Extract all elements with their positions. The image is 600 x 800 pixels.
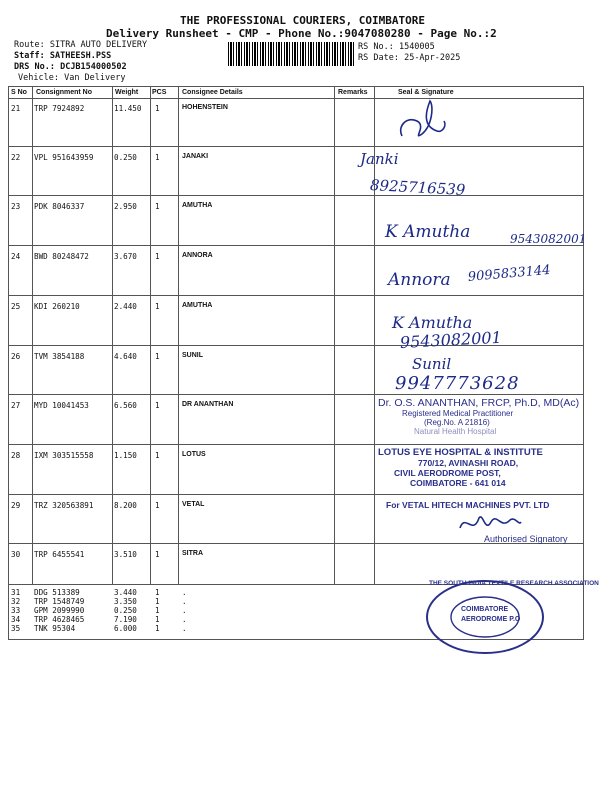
cell-consignee: JANAKI [182,153,209,160]
cell-consignee: LOTUS [182,451,206,458]
cell-weight: 3.440 [114,588,137,597]
cell-pcs: 1 [155,624,160,633]
cell-consignment: DDG 513389 [34,588,80,597]
cell-sno: 30 [11,550,21,559]
signature-row-21 [392,96,452,146]
cell-weight: 3.670 [114,252,137,261]
cell-sno: 25 [11,302,21,311]
cell-pcs: 1 [155,615,160,624]
cell-consignment: GPM 2099990 [34,606,85,615]
cell-consignment: KDI 260210 [34,302,80,311]
cell-pcs: 1 [155,501,160,510]
cell-pcs: 1 [155,302,160,311]
cell-weight: 2.950 [114,202,137,211]
cell-consignee: . [182,624,187,633]
cell-weight: 3.510 [114,550,137,559]
handwritten-janaki-phone: 8925716539 [369,176,466,199]
col-weight: Weight [115,89,139,96]
col-seal-signature: Seal & Signature [398,89,454,96]
cell-pcs: 1 [155,588,160,597]
col-sno: S No [11,89,27,96]
cell-sno: 22 [11,153,21,162]
col-consignee: Consignee Details [182,89,243,96]
lotus-stamp: LOTUS EYE HOSPITAL & INSTITUTE 770/12, AVINASHI ROAD, CIVIL AERODROME POST, COIMBATORE - 641 014 [378,447,543,488]
cell-weight: 6.000 [114,624,137,633]
doctor-stamp: Dr. O.S. ANANTHAN, FRCP, Ph.D, MD(Ac) Registered Medical Practitioner (Reg.No. A 21816) Natural Health Hospital [378,397,580,436]
col-remarks: Remarks [338,89,368,96]
cell-consignment: TRZ 320563891 [34,501,94,510]
cell-pcs: 1 [155,153,160,162]
cell-sno: 32 [11,597,21,606]
handwritten-amutha1-phone: 9543082001 [510,232,587,246]
vetal-stamp-line1: For VETAL HITECH MACHINES PVT. LTD [386,500,550,510]
cell-pcs: 1 [155,401,160,410]
cell-weight: 8.200 [114,501,137,510]
cell-consignee: DR ANANTHAN [182,401,234,408]
handwritten-amutha1-sign: K Amutha [385,222,471,242]
cell-sno: 24 [11,252,21,261]
cell-pcs: 1 [155,252,160,261]
cell-sno: 26 [11,352,21,361]
cell-consignment: VPL 951643959 [34,153,94,162]
vetal-stamp-line2: Authorised Signatory [484,534,568,544]
cell-weight: 6.560 [114,401,137,410]
cell-weight: 4.640 [114,352,137,361]
cell-consignee: ANNORA [182,252,213,259]
cell-pcs: 1 [155,451,160,460]
cell-consignment: TVM 3854188 [34,352,85,361]
handwritten-annora-phone: 9095833144 [467,262,552,285]
cell-consignment: PDK 8046337 [34,202,85,211]
cell-consignee: . [182,588,187,597]
col-pcs: PCS [152,89,167,96]
cell-weight: 1.150 [114,451,137,460]
cell-sno: 34 [11,615,21,624]
handwritten-janaki-name: Janki [360,150,399,168]
cell-sno: 33 [11,606,21,615]
handwritten-amutha2-phone: 9543082001 [399,327,503,352]
handwritten-sunil-sign: Sunil [412,355,452,373]
cell-consignee: AMUTHA [182,202,213,209]
cell-weight: 11.450 [114,104,142,113]
cell-pcs: 1 [155,104,160,113]
cell-pcs: 1 [155,550,160,559]
cell-consignee: . [182,597,187,606]
cell-weight: 3.350 [114,597,137,606]
vehicle-line: Vehicle: Van Delivery [18,73,126,83]
cell-sno: 29 [11,501,21,510]
cell-consignee: SITRA [182,550,203,557]
cell-weight: 2.440 [114,302,137,311]
cell-weight: 0.250 [114,606,137,615]
cell-consignment: IXM 303515558 [34,451,94,460]
cell-weight: 0.250 [114,153,137,162]
handwritten-sunil-phone: 9947773628 [395,373,520,394]
rs-date-line: RS Date: 25-Apr-2025 [358,53,461,63]
cell-consignee: AMUTHA [182,302,213,309]
cell-pcs: 1 [155,202,160,211]
staff-line: Staff: SATHEESH.PSS [14,51,112,61]
cell-consignment: BWD 80248472 [34,252,89,261]
cell-consignment: TRP 6455541 [34,550,85,559]
cell-consignment: TNK 95304 [34,624,76,633]
cell-sno: 28 [11,451,21,460]
runsheet-subtitle: Delivery Runsheet - CMP - Phone No.:9047080280 - Page No.:2 [106,27,497,40]
cell-sno: 21 [11,104,21,113]
rs-no-line: RS No.: 1540005 [358,42,435,52]
handwritten-annora-sign: Annora [388,270,451,290]
cell-sno: 23 [11,202,21,211]
company-title: THE PROFESSIONAL COURIERS, COIMBATORE [180,14,426,27]
barcode [228,42,354,66]
cell-sno: 35 [11,624,21,633]
col-consignment: Consignment No [36,89,92,96]
cell-pcs: 1 [155,597,160,606]
cell-consignee: SUNIL [182,352,203,359]
handwritten-amutha2-sign: K Amutha [392,313,473,332]
cell-pcs: 1 [155,352,160,361]
cell-consignee: . [182,615,187,624]
cell-consignment: TRP 4628465 [34,615,85,624]
cell-consignee: HOHENSTEIN [182,104,228,111]
cell-consignment: TRP 7924892 [34,104,85,113]
cell-sno: 31 [11,588,21,597]
cell-consignment: MYD 10041453 [34,401,89,410]
cell-consignment: TRP 1548749 [34,597,85,606]
cell-sno: 27 [11,401,21,410]
cell-weight: 7.190 [114,615,137,624]
sitra-round-stamp: THE SOUTH INDIA TEXTILE RESEARCH ASSOCIATION COIMBATORE AERODROME P.O [423,578,547,656]
cell-consignee: . [182,606,187,615]
cell-pcs: 1 [155,606,160,615]
route-line: Route: SITRA AUTO DELIVERY [14,40,148,50]
cell-consignee: VETAL [182,501,205,508]
drs-line: DRS No.: DCJB154000502 [14,62,127,72]
